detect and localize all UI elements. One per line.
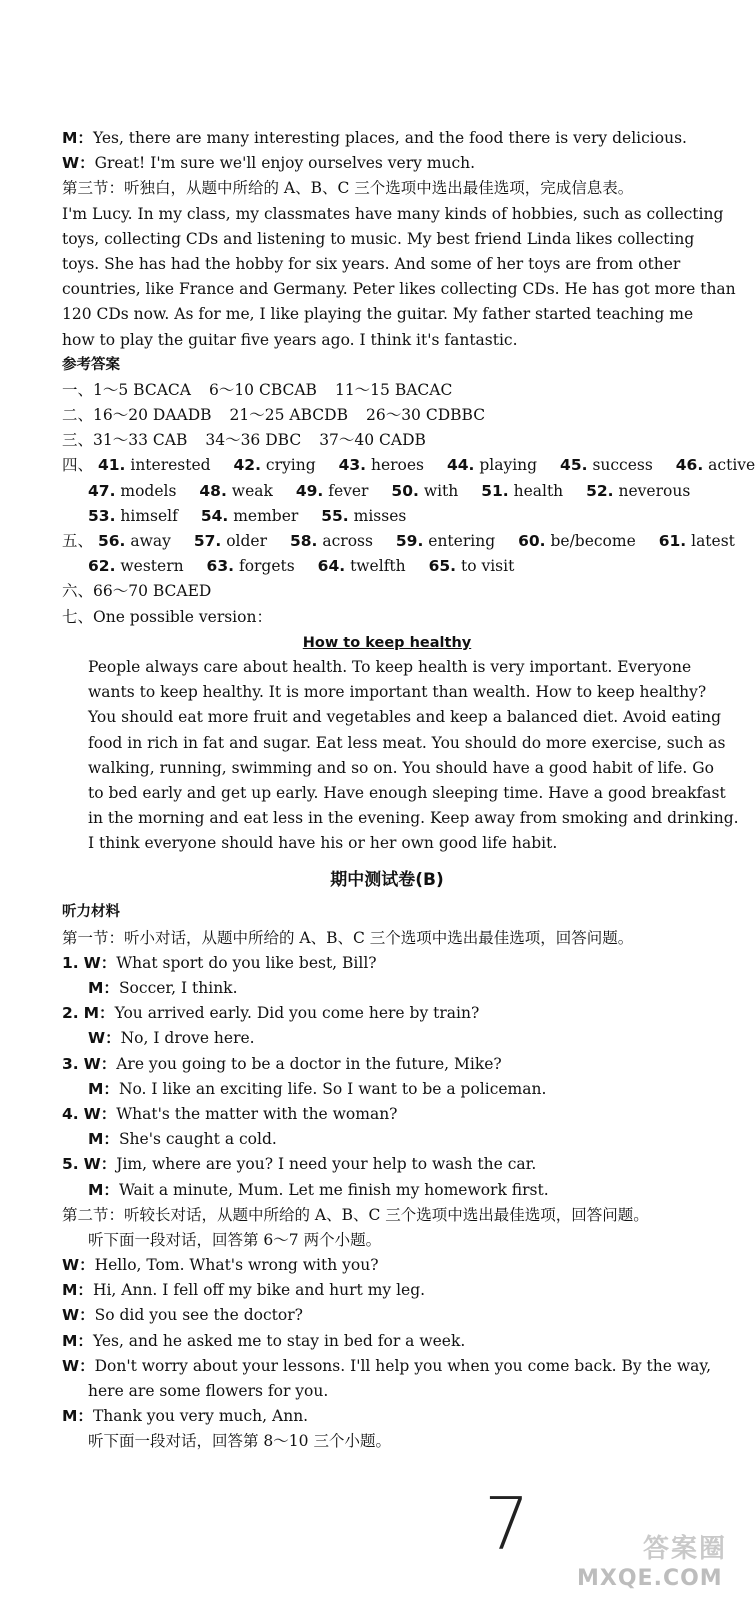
dialog-text: Great! I'm sure we'll enjoy ourselves very much. [94,154,476,173]
answer-number: 41. [97,456,126,475]
essay-title: How to keep healthy [302,634,472,651]
listening-heading: 听力材料 [62,904,120,921]
speaker-label: M： [88,1180,119,1199]
answer-word: be/become [550,532,636,550]
answer-number: 43. [338,456,367,475]
dialog-line [62,151,712,176]
answers-part4 [62,453,755,529]
dialog-line [62,1253,712,1278]
page-number: 7 [484,1482,530,1566]
answer-group: 21～25 ABCDB [229,406,348,425]
answer-number: 46. [675,456,704,475]
answer-word: active [708,456,755,475]
question-number: 5. [62,1155,79,1174]
dialog-text: Soccer, I think. [118,979,238,997]
answer-word: to visit [460,557,515,576]
answer-word: neverous [618,481,691,500]
dialog-text: here are some flowers for you. [88,1382,329,1400]
answer-part-label: 四、 [62,456,94,475]
section-heading: 第一节：听小对话，从题中所给的 A、B、C 三个选项中选出最佳选项，回答问题。 [62,928,634,947]
dialog-line [62,1303,712,1328]
dialog-line [62,1379,712,1404]
monologue [62,202,736,353]
essay-line: in the morning and eat less in the evening. Keep away from smoking and drinking. [88,809,739,828]
answer-number: 63. [206,557,235,576]
speaker-label: W： [83,1054,117,1073]
essay-line: food in rich in fat and sugar. Eat less meat. You should do more exercise, such as [88,733,726,752]
monologue-line: toys. She has had the hobby for six years. And some of her toys are from other [62,254,681,273]
essay-body [62,655,739,857]
document-page [62,126,755,1455]
section-heading: 第三节：听独白，从题中所给的 A、B、C 三个选项中选出最佳选项，完成信息表。 [62,179,634,198]
dialog-line [62,1278,712,1303]
answers-part5 [62,529,735,579]
answer-word: member [233,506,299,525]
answer-group: 31～33 CAB [93,431,188,450]
dialog-line [62,1152,712,1177]
answer-word: entering [428,532,496,550]
dialog-intro: 听下面一段对话，回答第 6～7 两个小题。 [88,1230,382,1249]
speaker-label: M： [88,1130,119,1149]
answers-heading: 参考答案 [62,356,120,373]
watermark-url: MXQE.COM [577,1566,723,1591]
answer-group: 6～10 CBCAB [208,380,317,399]
question-number: 4. [62,1104,79,1123]
dialog-line [62,976,712,1001]
dialog-text: You arrived early. Did you come here by train? [114,1004,480,1023]
speaker-label: M： [62,1331,93,1350]
answer-word: away [130,532,171,550]
answer-row [62,529,735,554]
speaker-label: M： [62,1407,93,1426]
answer-number: 53. [88,506,116,525]
answer-part-label: 二、 [62,406,94,425]
speaker-label: W： [83,1104,117,1123]
speaker-label: W： [62,1356,95,1375]
long-dialog [62,1253,712,1429]
answer-number: 59. [395,532,424,550]
dialog-line [62,1354,712,1379]
answer-word: himself [120,506,178,525]
short-dialogs [62,951,712,1203]
dialog-text: Are you going to be a doctor in the future, Mike? [116,1054,502,1073]
answer-word: latest [691,532,735,550]
dialog-text: So did you see the doctor? [94,1306,303,1325]
answer-number: 49. [295,481,324,500]
answer-row [62,453,755,478]
dialog-text: She's caught a cold. [118,1130,277,1149]
speaker-label: M： [62,1281,93,1300]
answer-word: interested [130,456,211,475]
answer-number: 65. [428,557,457,576]
answer-group: 1～5 BCACA [93,380,191,399]
question-number: 1. [62,953,79,972]
answer-word: misses [353,506,407,525]
answer-group: 34～36 DBC [205,431,302,450]
essay-line: People always care about health. To keep health is very important. Everyone [88,657,692,676]
answer-number: 57. [193,532,222,550]
dialog-line [62,951,712,976]
dialog-line [62,1178,712,1203]
answer-word: fever [328,481,369,500]
monologue-line: 120 CDs now. As for me, I like playing the guitar. My father started teaching me [62,305,694,324]
answer-number: 51. [481,481,509,500]
speaker-label: W： [83,953,117,972]
answer-word: older [226,532,268,550]
dialog-text: Hi, Ann. I fell off my bike and hurt my leg. [92,1281,426,1300]
dialog-text: No. I like an exciting life. So I want to be a policeman. [118,1079,547,1098]
answer-word: health [513,481,564,500]
answer-number: 44. [446,456,475,475]
answer-number: 47. [88,481,116,500]
answer-word: with [423,481,459,500]
answer-group: 11～15 BACAC [334,380,453,399]
speaker-label: W： [62,1256,95,1275]
question-number: 3. [62,1054,79,1073]
dialog-line [62,1001,712,1026]
answer-part-label: 五、 [62,532,94,550]
essay-line: You should eat more fruit and vegetables and keep a balanced diet. Avoid eating [88,708,722,727]
answer-word: models [120,481,177,500]
speaker-label: M： [88,979,119,997]
answer-row [62,479,712,504]
dialog-line [62,1052,712,1077]
answer-number: 48. [199,481,227,500]
watermark-logo-text: 答案圈 [643,1534,728,1564]
dialog-text: What sport do you like best, Bill? [116,953,377,972]
answer-number: 61. [658,532,687,550]
answer-number: 60. [518,532,546,550]
answer-word: weak [231,481,273,500]
dialog-line [62,1127,712,1152]
answer-row: 七、One possible version： [62,607,272,626]
speaker-label: W： [83,1155,117,1174]
monologue-line: I'm Lucy. In my class, my classmates have many kinds of hobbies, such as collecting [62,204,724,223]
essay-line: I think everyone should have his or her own good life habit. [88,834,558,853]
answer-number: 45. [560,456,588,475]
answer-number: 56. [97,532,126,550]
dialog-line [62,126,712,151]
answer-word: playing [479,456,538,475]
test-title: 期中测试卷(B) [330,870,444,891]
answer-number: 62. [88,557,116,576]
speaker-label: M： [62,129,93,147]
essay-line: wants to keep healthy. It is more important than wealth. How to keep healthy? [88,683,707,702]
answer-row [62,554,712,579]
dialog-text: No, I drove here. [120,1029,255,1048]
dialog-text: Wait a minute, Mum. Let me finish my homework first. [118,1180,549,1199]
answer-group: 37～40 CADB [319,431,426,450]
dialog-line [62,1077,712,1102]
speaker-label: W： [62,1306,95,1325]
dialog-text: Thank you very much, Ann. [92,1407,309,1426]
answer-row [62,378,712,403]
dialog-line [62,1329,712,1354]
dialog-text: Hello, Tom. What's wrong with you? [94,1256,379,1275]
answer-number: 52. [586,481,614,500]
essay-title-row [62,630,712,655]
dialog-line [62,1102,712,1127]
answer-number: 54. [200,506,229,525]
speaker-label: M： [88,1079,119,1098]
essay-line: walking, running, swimming and so on. You should have a good habit of life. Go [88,758,714,777]
answer-number: 50. [391,481,419,500]
answer-number: 42. [233,456,261,475]
answer-row [62,428,712,453]
answer-number: 64. [317,557,346,576]
speaker-label: W： [62,154,95,173]
site-watermark [569,1526,749,1596]
essay-line: to bed early and get up early. Have enough sleeping time. Have a good breakfast [88,783,726,802]
answer-word: forgets [238,557,295,576]
answer-part-label: 三、 [62,431,94,450]
dialog-text: Jim, where are you? I need your help to wash the car. [116,1155,537,1174]
dialog-line [62,1404,712,1429]
question-number: 2. [62,1004,79,1023]
dialog-line [62,1026,712,1051]
answer-part-label: 一、 [62,380,94,399]
dialog-text: What's the matter with the woman? [116,1104,398,1123]
answer-row [62,403,712,428]
answer-word: western [120,557,184,576]
dialog-text: Yes, there are many interesting places, and the food there is very delicious. [92,129,687,147]
dialog-intro: 听下面一段对话，回答第 8～10 三个小题。 [88,1432,391,1451]
monologue-line: countries, like France and Germany. Peter likes collecting CDs. He has got more than [62,280,736,299]
monologue-line: how to play the guitar five years ago. I think it's fantastic. [62,330,518,349]
dialog-text: Don't worry about your lessons. I'll help you when you come back. By the way, [94,1356,712,1375]
answer-row: 六、66～70 BCAED [62,582,212,601]
section-heading: 第二节：听较长对话，从题中所给的 A、B、C 三个选项中选出最佳选项，回答问题。 [62,1205,649,1224]
answer-row [62,504,712,529]
answer-word: success [592,456,653,475]
answer-word: twelfth [350,557,406,576]
answer-word: heroes [370,456,424,475]
answer-number: 58. [289,532,318,550]
dialog-text: Yes, and he asked me to stay in bed for a week. [92,1331,466,1350]
speaker-label: M： [83,1004,115,1023]
speaker-label: W： [88,1029,121,1048]
answer-group: 16～20 DAADB [93,406,212,425]
answer-number: 55. [321,506,349,525]
monologue-line: toys, collecting CDs and listening to music. My best friend Linda likes collecting [62,229,695,248]
answer-group: 26～30 CDBBC [365,406,486,425]
answer-word: across [322,532,373,550]
answer-word: crying [265,456,316,475]
